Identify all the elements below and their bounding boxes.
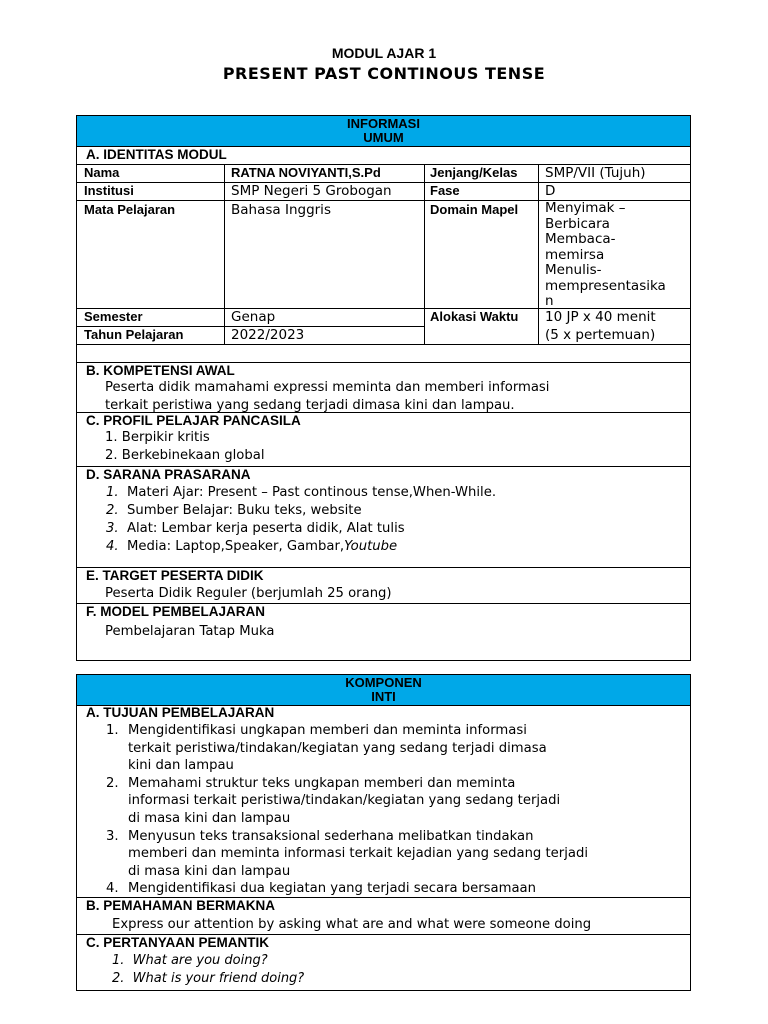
list-number: 1.: [106, 723, 119, 738]
list-number: 2.: [112, 971, 125, 986]
tujuan-list: [106, 722, 588, 898]
module-title: PRESENT PAST CONTINOUS TENSE: [222, 64, 546, 83]
domain-line: mempresentasika: [545, 277, 666, 294]
pertanyaan-heading: C. PERTANYAAN PEMANTIK: [86, 935, 270, 950]
domain-line: Berbicara: [545, 215, 610, 232]
list-item: [106, 538, 496, 556]
list-item: [106, 775, 588, 828]
sarana-item: Sumber Belajar: Buku teks, website: [126, 503, 362, 518]
list-item: [112, 970, 304, 988]
tujuan-line: memberi dan meminta informasi terkait kejadian yang sedang terjadi: [128, 846, 588, 862]
grid-col-3: [538, 164, 539, 344]
domain-line: Membaca-: [545, 231, 616, 247]
grid-col-1: [224, 164, 225, 344]
target-heading: E. TARGET PESERTA DIDIK: [86, 568, 264, 583]
tahun-value: 2022/2023: [231, 327, 305, 343]
list-number: 2.: [106, 775, 119, 791]
band-line-1: KOMPONEN: [345, 675, 422, 690]
tujuan-line: Mengidentifikasi dua kegiatan yang terjadi secara bersamaan: [128, 881, 537, 897]
sarana-item: Materi Ajar: Present – Past continous tense,When-While.: [126, 485, 497, 500]
tujuan-line: di masa kini dan lampau: [128, 863, 291, 879]
list-number: 3.: [106, 521, 119, 536]
list-number: 1.: [106, 485, 119, 500]
list-item: [112, 952, 304, 970]
list-item: [106, 520, 496, 538]
alokasi-line-1: 10 JP x 40 menit: [545, 309, 656, 325]
list-item: [106, 828, 588, 881]
list-number: 2.: [105, 447, 122, 463]
profil-list: [105, 429, 265, 464]
grid-col-2: [424, 164, 425, 344]
semester-value: Genap: [231, 309, 276, 325]
kompetensi-line: Peserta didik mamahami expressi meminta dan memberi informasi: [105, 380, 550, 395]
domain-line: Menyimak –: [545, 200, 626, 216]
target-text: Peserta Didik Reguler (berjumlah 25 orang): [105, 586, 392, 601]
grid-row-line: [77, 344, 690, 345]
fase-label: Fase: [430, 183, 460, 198]
alokasi-label: Alokasi Waktu: [430, 309, 519, 324]
semester-label: Semester: [84, 309, 143, 324]
list-item: [106, 502, 496, 520]
sarana-list: [106, 484, 496, 556]
list-item: [106, 880, 588, 898]
module-subtitle: MODUL AJAR 1: [331, 45, 437, 61]
nama-label: Nama: [84, 165, 120, 180]
pertanyaan-item: What are you doing?: [132, 953, 268, 968]
sarana-item: Alat: Lembar kerja peserta didik, Alat tulis: [126, 521, 405, 536]
tujuan-line: Mengidentifikasi ungkapan memberi dan meminta informasi: [128, 723, 527, 738]
profil-item: Berpikir kritis: [121, 430, 210, 445]
tujuan-line: informasi terkait peristiwa/tindakan/kegiatan yang sedang terjadi: [128, 793, 561, 809]
band-line-1: INFORMASI: [347, 116, 420, 131]
tujuan-line: Menyusun teks transaksional sederhana melibatkan tindakan: [128, 828, 534, 844]
identitas-heading: A. IDENTITAS MODUL: [86, 147, 227, 162]
nama-value: RATNA NOVIYANTI,S.Pd: [231, 165, 381, 180]
jenjang-value: SMP/VII (Tujuh): [545, 165, 646, 181]
tujuan-line: kini dan lampau: [128, 758, 234, 774]
kompetensi-line: terkait peristiwa yang sedang terjadi dimasa kini dan lampau.: [105, 397, 515, 413]
profil-heading: C. PROFIL PELAJAR PANCASILA: [86, 413, 301, 428]
pemahaman-text: Express our attention by asking what are and what were someone doing: [112, 917, 592, 932]
institusi-label: Institusi: [84, 183, 134, 198]
pertanyaan-item: What is your friend doing?: [132, 971, 305, 986]
list-number: 3.: [106, 828, 119, 844]
list-number: 4.: [106, 539, 119, 554]
kompetensi-text: [105, 379, 549, 414]
list-number: 2.: [106, 503, 119, 518]
sarana-heading: D. SARANA PRASARANA: [86, 467, 251, 482]
sarana-item-italic: Youtube: [344, 539, 398, 554]
fase-value: D: [545, 183, 556, 199]
jenjang-label: Jenjang/Kelas: [430, 165, 518, 180]
pemahaman-heading: B. PEMAHAMAN BERMAKNA: [86, 898, 275, 913]
tujuan-line: di masa kini dan lampau: [128, 810, 291, 826]
domain-line: Menulis-: [545, 262, 602, 278]
institusi-value: SMP Negeri 5 Grobogan: [231, 183, 392, 199]
domain-line: memirsa: [545, 246, 605, 263]
list-number: 1.: [105, 430, 122, 445]
list-number: 4.: [106, 881, 119, 897]
model-heading: F. MODEL PEMBELAJARAN: [86, 604, 266, 619]
domain-line: n: [545, 293, 554, 309]
sarana-item: Media: Laptop,Speaker, Gambar,: [126, 539, 345, 554]
tujuan-line: terkait peristiwa/tindakan/kegiatan yang sedang terjadi dimasa: [128, 740, 547, 756]
kompetensi-heading: B. KOMPETENSI AWAL: [86, 363, 235, 378]
informasi-umum-band: [77, 116, 690, 147]
mapel-label: Mata Pelajaran: [84, 202, 176, 217]
domain-label: Domain Mapel: [430, 202, 519, 217]
list-item: [106, 722, 588, 775]
model-text: Pembelajaran Tatap Muka: [105, 624, 275, 639]
profil-item: Berkebinekaan global: [121, 447, 265, 463]
domain-value: [545, 201, 666, 310]
band-line-2: UMUM: [363, 130, 404, 145]
alokasi-line-2: (5 x pertemuan): [545, 327, 656, 343]
list-item: [106, 484, 496, 502]
mapel-value: Bahasa Inggris: [231, 202, 331, 218]
tujuan-heading: A. TUJUAN PEMBELAJARAN: [86, 705, 275, 720]
list-item: [105, 447, 265, 465]
tahun-label: Tahun Pelajaran: [84, 327, 184, 342]
komponen-inti-band: [77, 675, 690, 706]
list-number: 1.: [112, 953, 125, 968]
list-item: [105, 429, 265, 447]
pertanyaan-list: [112, 952, 304, 988]
tujuan-line: Memahami struktur teks ungkapan memberi dan meminta: [128, 775, 516, 791]
band-line-2: INTI: [371, 689, 396, 704]
